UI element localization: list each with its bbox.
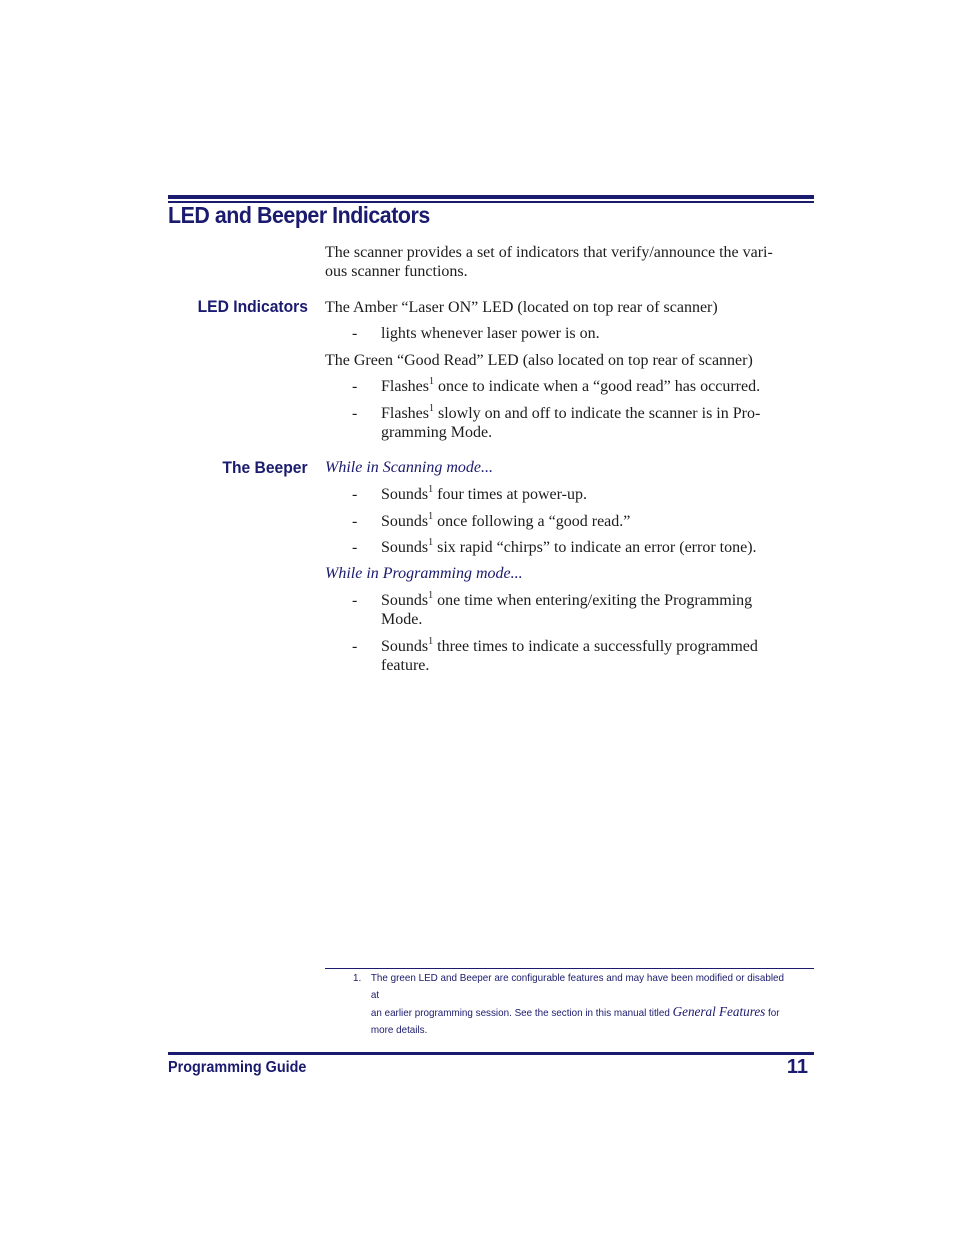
item-rest: once to indicate when a “good read” has occurred. <box>434 378 761 395</box>
list-item-text <box>381 538 792 557</box>
list-item-text <box>381 591 792 629</box>
footer-rule <box>168 1052 814 1055</box>
item-rest: four times at power-up. <box>433 486 587 503</box>
green-led-paragraph: The Green “Good Read” LED (also located on top rear of scanner) <box>325 352 753 369</box>
bullet-dash: - <box>352 513 358 530</box>
beeper-heading: The Beeper <box>222 458 308 477</box>
intro-line-2: ous scanner functions. <box>325 263 468 280</box>
item-line-2: feature. <box>381 657 430 674</box>
list-item <box>352 485 792 504</box>
intro-line-1: The scanner provides a set of indicators that verify/announce the vari- <box>325 244 773 261</box>
item-line-2: Mode. <box>381 611 423 628</box>
bullet-dash: - <box>352 325 358 342</box>
led-indicators-heading: LED Indicators <box>197 297 308 316</box>
bullet-dash: - <box>352 405 358 422</box>
list-item <box>352 512 792 531</box>
scanning-mode-heading: While in Scanning mode... <box>325 459 493 476</box>
programming-mode-heading: While in Programming mode... <box>325 565 523 582</box>
footnote-rule <box>325 968 814 969</box>
list-item <box>352 591 792 629</box>
footnote <box>353 970 785 1039</box>
footnote-ref: 1 <box>428 635 434 647</box>
list-item-text <box>381 637 792 675</box>
item-rest: one time when entering/exiting the Programming <box>433 592 753 609</box>
item-word: Flashes <box>381 378 429 395</box>
item-word: Sounds <box>381 486 429 503</box>
list-item <box>352 538 792 557</box>
section-heading: LED and Beeper Indicators <box>168 202 430 228</box>
item-word: Sounds <box>381 539 429 556</box>
footnote-number: 1. <box>353 972 362 984</box>
footnote-ref: 1 <box>428 483 434 495</box>
bullet-dash: - <box>352 638 358 655</box>
item-word: Sounds <box>381 513 429 530</box>
footnote-section-ref: General Features <box>672 1005 766 1020</box>
footnote-line-1: The green LED and Beeper are configurable features and may have been modified or disabled at <box>370 972 785 1001</box>
list-item-text <box>381 404 792 442</box>
list-item <box>352 637 792 675</box>
amber-led-paragraph: The Amber “Laser ON” LED (located on top rear of scanner) <box>325 299 718 316</box>
footnote-line-3: more details. <box>370 1024 428 1036</box>
item-rest: once following a “good read.” <box>433 513 631 530</box>
item-rest: three times to indicate a successfully programmed <box>433 638 758 655</box>
bullet-dash: - <box>352 378 358 395</box>
footer-title: Programming Guide <box>168 1059 307 1076</box>
item-rest: slowly on and off to indicate the scanner is in Pro- <box>434 405 761 422</box>
list-item <box>352 404 792 442</box>
footnote-line-2-post: for <box>765 1007 780 1019</box>
list-item-text <box>381 485 792 504</box>
footnote-text <box>371 970 786 1039</box>
footnote-ref: 1 <box>428 589 434 601</box>
footnote-ref: 1 <box>428 510 434 522</box>
bullet-dash: - <box>352 539 358 556</box>
list-item-text <box>381 512 792 531</box>
footnote-ref: 1 <box>428 536 434 548</box>
list-item-text <box>381 377 792 396</box>
footnote-ref: 1 <box>429 375 434 387</box>
list-item-text: lights whenever laser power is on. <box>381 325 600 342</box>
item-word: Flashes <box>381 405 429 422</box>
item-line-2: gramming Mode. <box>381 424 493 441</box>
footnote-line-2-pre: an earlier programming session. See the section in this manual titled <box>370 1007 673 1019</box>
list-item <box>352 324 792 343</box>
page-number: 11 <box>786 1056 808 1078</box>
item-word: Sounds <box>381 638 429 655</box>
bullet-dash: - <box>352 486 358 503</box>
item-word: Sounds <box>381 592 429 609</box>
item-rest: six rapid “chirps” to indicate an error (error tone). <box>433 539 757 556</box>
footnote-ref: 1 <box>429 402 434 414</box>
intro-paragraph <box>325 243 815 281</box>
list-item <box>352 377 792 396</box>
bullet-dash: - <box>352 592 358 609</box>
